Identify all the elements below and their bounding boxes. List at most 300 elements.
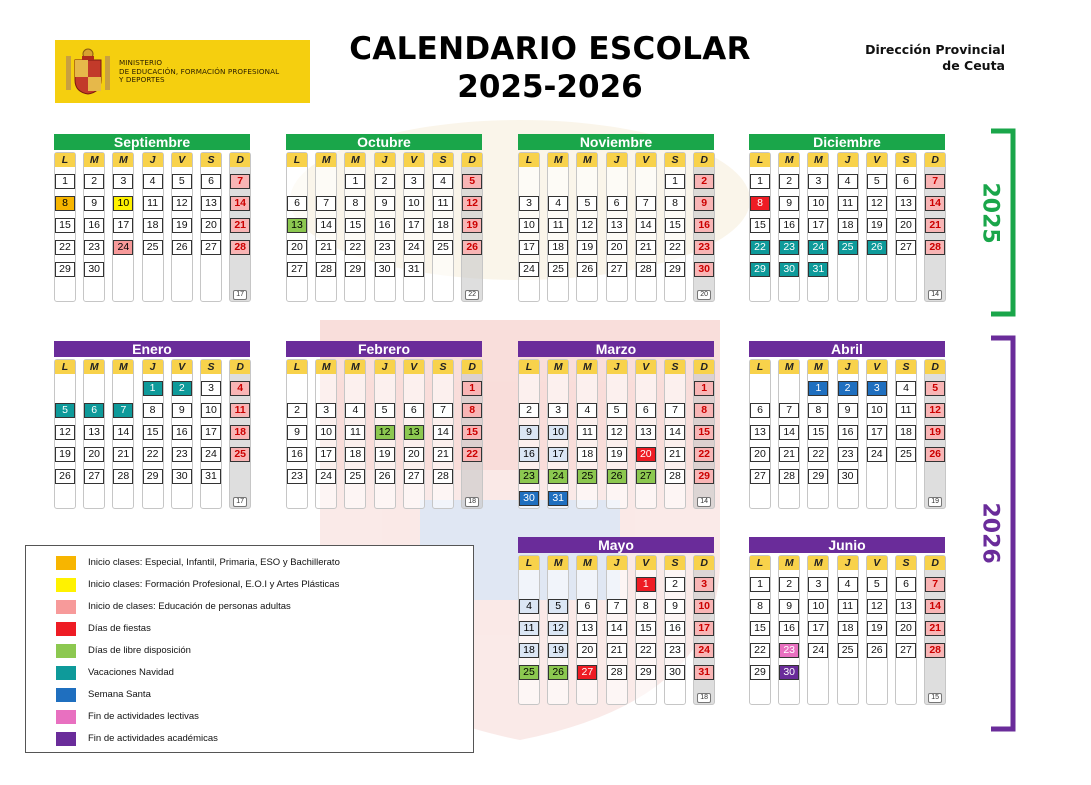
weekday-header: L	[750, 153, 770, 167]
calendar-day: 29	[808, 469, 828, 484]
calendar-day: 1	[808, 381, 828, 396]
lective-days-count: 17	[233, 497, 247, 507]
lective-days-count: 20	[697, 290, 711, 300]
calendar-day: 28	[607, 665, 627, 680]
month-title: Mayo	[518, 537, 714, 553]
weekday-header: D	[694, 153, 714, 167]
calendar-day: 26	[607, 469, 627, 484]
calendar-day: 2	[375, 174, 395, 189]
calendar-day: 29	[345, 262, 365, 277]
calendar-day: 18	[433, 218, 453, 233]
legend-swatch	[56, 666, 76, 680]
legend-label: Semana Santa	[88, 689, 151, 700]
calendar-day: 26	[462, 240, 482, 255]
calendar-day: 6	[84, 403, 104, 418]
calendar-day: 7	[925, 174, 945, 189]
calendar-day: 25	[433, 240, 453, 255]
calendar-day: 6	[404, 403, 424, 418]
calendar-day: 4	[519, 599, 539, 614]
month-days-grid	[518, 152, 714, 302]
weekday-header: V	[867, 360, 887, 374]
calendar-day: 26	[867, 643, 887, 658]
weekday-header: M	[808, 153, 828, 167]
calendar-day: 9	[84, 196, 104, 211]
calendar-day: 21	[779, 447, 799, 462]
calendar-day: 9	[779, 196, 799, 211]
calendar-day: 9	[665, 599, 685, 614]
weekday-header: J	[607, 360, 627, 374]
calendar-day: 23	[779, 240, 799, 255]
page-title	[330, 30, 770, 106]
calendar-day: 12	[867, 196, 887, 211]
calendar-day: 30	[172, 469, 192, 484]
calendar-day: 25	[896, 447, 916, 462]
legend	[25, 545, 474, 753]
month-title: Enero	[54, 341, 250, 357]
weekday-header: J	[375, 153, 395, 167]
calendar-day: 22	[750, 643, 770, 658]
calendar-day: 11	[230, 403, 250, 418]
weekday-header: S	[433, 360, 453, 374]
calendar-day: 26	[577, 262, 597, 277]
calendar-day: 22	[694, 447, 714, 462]
weekday-header: D	[925, 153, 945, 167]
calendar-day: 13	[896, 196, 916, 211]
calendar-day: 7	[607, 599, 627, 614]
weekday-header: D	[925, 556, 945, 570]
calendar-day: 5	[172, 174, 192, 189]
calendar-day: 16	[84, 218, 104, 233]
weekday-header: D	[462, 153, 482, 167]
weekday-header: L	[750, 360, 770, 374]
calendar-day: 9	[172, 403, 192, 418]
weekday-header: M	[548, 153, 568, 167]
calendar-day: 14	[433, 425, 453, 440]
month-title: Diciembre	[749, 134, 945, 150]
calendar-day: 15	[636, 621, 656, 636]
weekday-header: V	[636, 153, 656, 167]
calendar-day: 1	[750, 174, 770, 189]
weekday-header: D	[230, 360, 250, 374]
weekday-header: M	[808, 360, 828, 374]
calendar-day: 3	[113, 174, 133, 189]
calendar-day: 16	[519, 447, 539, 462]
calendar-day: 4	[577, 403, 597, 418]
month-mayo	[518, 537, 714, 705]
calendar-day: 7	[433, 403, 453, 418]
calendar-day: 5	[577, 196, 597, 211]
legend-swatch	[56, 600, 76, 614]
calendar-day: 18	[143, 218, 163, 233]
calendar-day: 16	[694, 218, 714, 233]
calendar-day: 22	[462, 447, 482, 462]
calendar-day: 2	[838, 381, 858, 396]
calendar-day: 11	[433, 196, 453, 211]
weekday-header: S	[665, 153, 685, 167]
weekday-header: D	[694, 360, 714, 374]
calendar-day: 19	[462, 218, 482, 233]
calendar-day: 16	[838, 425, 858, 440]
calendar-day: 20	[287, 240, 307, 255]
calendar-day: 23	[84, 240, 104, 255]
calendar-day: 24	[404, 240, 424, 255]
calendar-day: 14	[636, 218, 656, 233]
month-days-grid	[54, 152, 250, 302]
calendar-day: 30	[84, 262, 104, 277]
month-title: Marzo	[518, 341, 714, 357]
calendar-day: 3	[548, 403, 568, 418]
calendar-day: 1	[636, 577, 656, 592]
calendar-day: 13	[84, 425, 104, 440]
calendar-day: 5	[867, 577, 887, 592]
calendar-day: 13	[201, 196, 221, 211]
calendar-day: 10	[867, 403, 887, 418]
month-days-grid	[749, 359, 945, 509]
calendar-day: 20	[84, 447, 104, 462]
calendar-day: 2	[519, 403, 539, 418]
calendar-day: 18	[896, 425, 916, 440]
calendar-day: 22	[636, 643, 656, 658]
weekday-header: V	[867, 556, 887, 570]
calendar-day: 8	[143, 403, 163, 418]
calendar-day: 10	[548, 425, 568, 440]
calendar-day: 25	[519, 665, 539, 680]
calendar-day: 30	[665, 665, 685, 680]
month-febrero	[286, 341, 482, 509]
calendar-day: 24	[201, 447, 221, 462]
calendar-day: 4	[838, 174, 858, 189]
calendar-day: 30	[519, 491, 539, 506]
calendar-day: 16	[665, 621, 685, 636]
legend-swatch	[56, 578, 76, 592]
calendar-day: 27	[201, 240, 221, 255]
weekday-header: L	[750, 556, 770, 570]
legend-label: Inicio clases: Especial, Infantil, Primaria, ESO y Bachillerato	[88, 557, 340, 568]
lective-days-count: 14	[928, 290, 942, 300]
calendar-day: 2	[779, 577, 799, 592]
weekday-header: D	[462, 360, 482, 374]
title-line-1: CALENDARIO ESCOLAR	[349, 31, 751, 67]
calendar-day: 8	[694, 403, 714, 418]
calendar-day: 5	[55, 403, 75, 418]
calendar-day: 16	[172, 425, 192, 440]
calendar-day: 15	[808, 425, 828, 440]
weekday-header: V	[404, 153, 424, 167]
legend-swatch	[56, 644, 76, 658]
calendar-day: 17	[519, 240, 539, 255]
calendar-day: 14	[607, 621, 627, 636]
weekday-header: V	[404, 360, 424, 374]
calendar-day: 13	[896, 599, 916, 614]
calendar-day: 13	[636, 425, 656, 440]
calendar-day: 8	[750, 196, 770, 211]
calendar-day: 14	[316, 218, 336, 233]
calendar-day: 7	[925, 577, 945, 592]
legend-swatch	[56, 732, 76, 746]
weekday-header: V	[636, 556, 656, 570]
calendar-day: 9	[694, 196, 714, 211]
month-days-grid	[518, 359, 714, 509]
calendar-day: 27	[404, 469, 424, 484]
calendar-day: 1	[55, 174, 75, 189]
calendar-day: 22	[55, 240, 75, 255]
calendar-day: 26	[867, 240, 887, 255]
weekday-header: M	[113, 360, 133, 374]
calendar-day: 13	[404, 425, 424, 440]
calendar-day: 24	[808, 240, 828, 255]
weekday-header: J	[838, 360, 858, 374]
calendar-day: 1	[694, 381, 714, 396]
calendar-day: 20	[750, 447, 770, 462]
calendar-day: 28	[925, 240, 945, 255]
calendar-day: 9	[375, 196, 395, 211]
calendar-day: 15	[750, 218, 770, 233]
calendar-day: 10	[694, 599, 714, 614]
calendar-day: 15	[55, 218, 75, 233]
calendar-day: 5	[607, 403, 627, 418]
legend-swatch	[56, 622, 76, 636]
weekday-header: V	[172, 153, 192, 167]
ministry-logo	[55, 40, 310, 103]
calendar-day: 17	[404, 218, 424, 233]
calendar-day: 17	[113, 218, 133, 233]
calendar-day: 8	[345, 196, 365, 211]
weekday-header: M	[577, 153, 597, 167]
month-days-grid	[749, 152, 945, 302]
calendar-day: 21	[607, 643, 627, 658]
calendar-day: 18	[519, 643, 539, 658]
calendar-day: 7	[230, 174, 250, 189]
weekday-header: V	[172, 360, 192, 374]
calendar-day: 22	[345, 240, 365, 255]
calendar-day: 27	[636, 469, 656, 484]
weekday-header: S	[433, 153, 453, 167]
calendar-day: 24	[113, 240, 133, 255]
title-line-2: 2025-2026	[457, 69, 643, 105]
calendar-day: 25	[143, 240, 163, 255]
calendar-day: 25	[230, 447, 250, 462]
calendar-day: 23	[287, 469, 307, 484]
calendar-day: 5	[925, 381, 945, 396]
calendar-day: 7	[113, 403, 133, 418]
calendar-day: 31	[694, 665, 714, 680]
weekday-header: L	[519, 360, 539, 374]
calendar-day: 9	[519, 425, 539, 440]
calendar-day: 27	[577, 665, 597, 680]
weekday-header: D	[694, 556, 714, 570]
calendar-day: 22	[665, 240, 685, 255]
calendar-day: 26	[548, 665, 568, 680]
calendar-day: 13	[287, 218, 307, 233]
calendar-day: 4	[143, 174, 163, 189]
calendar-day: 20	[607, 240, 627, 255]
calendar-day: 2	[665, 577, 685, 592]
calendar-day: 10	[201, 403, 221, 418]
calendar-day: 1	[462, 381, 482, 396]
calendar-day: 23	[172, 447, 192, 462]
month-title: Octubre	[286, 134, 482, 150]
weekday-header: J	[607, 556, 627, 570]
calendar-day: 15	[665, 218, 685, 233]
calendar-day: 31	[404, 262, 424, 277]
calendar-day: 30	[375, 262, 395, 277]
weekday-header: S	[896, 153, 916, 167]
calendar-day: 15	[462, 425, 482, 440]
month-days-grid	[286, 359, 482, 509]
calendar-day: 19	[867, 218, 887, 233]
calendar-day: 19	[375, 447, 395, 462]
calendar-day: 26	[172, 240, 192, 255]
calendar-day: 28	[113, 469, 133, 484]
month-days-grid	[518, 555, 714, 705]
calendar-day: 24	[867, 447, 887, 462]
calendar-day: 6	[896, 174, 916, 189]
calendar-day: 7	[779, 403, 799, 418]
month-abril	[749, 341, 945, 509]
calendar-day: 7	[665, 403, 685, 418]
calendar-day: 25	[838, 643, 858, 658]
calendar-day: 12	[55, 425, 75, 440]
legend-label: Fin de actividades lectivas	[88, 711, 199, 722]
calendar-day: 12	[925, 403, 945, 418]
ministry-line-3: Y DEPORTES	[119, 75, 165, 84]
weekday-header: J	[607, 153, 627, 167]
weekday-header: L	[519, 153, 539, 167]
calendar-day: 18	[577, 447, 597, 462]
calendar-day: 9	[779, 599, 799, 614]
calendar-day: 29	[750, 665, 770, 680]
month-marzo	[518, 341, 714, 509]
calendar-day: 28	[925, 643, 945, 658]
calendar-day: 16	[375, 218, 395, 233]
calendar-day: 11	[896, 403, 916, 418]
calendar-day: 28	[230, 240, 250, 255]
legend-label: Inicio de clases: Educación de personas adultas	[88, 601, 291, 612]
calendar-day: 20	[404, 447, 424, 462]
calendar-day: 14	[113, 425, 133, 440]
legend-label: Días de libre disposición	[88, 645, 191, 656]
calendar-day: 13	[750, 425, 770, 440]
calendar-day: 23	[665, 643, 685, 658]
weekday-header: S	[665, 360, 685, 374]
calendar-day: 12	[172, 196, 192, 211]
calendar-day: 1	[750, 577, 770, 592]
month-title: Febrero	[286, 341, 482, 357]
legend-label: Días de fiestas	[88, 623, 151, 634]
calendar-day: 28	[636, 262, 656, 277]
calendar-day: 6	[607, 196, 627, 211]
calendar-day: 3	[808, 174, 828, 189]
calendar-day: 14	[925, 599, 945, 614]
calendar-day: 21	[665, 447, 685, 462]
calendar-day: 19	[607, 447, 627, 462]
calendar-day: 11	[838, 599, 858, 614]
calendar-day: 4	[838, 577, 858, 592]
month-title: Septiembre	[54, 134, 250, 150]
calendar-day: 27	[896, 240, 916, 255]
weekday-header: M	[548, 556, 568, 570]
calendar-day: 10	[316, 425, 336, 440]
calendar-day: 5	[867, 174, 887, 189]
calendar-day: 28	[316, 262, 336, 277]
month-title: Junio	[749, 537, 945, 553]
weekday-header: M	[84, 360, 104, 374]
calendar-day: 29	[143, 469, 163, 484]
ministry-line-2: DE EDUCACIÓN, FORMACIÓN PROFESIONAL	[119, 66, 280, 76]
weekday-header: S	[665, 556, 685, 570]
weekday-header: S	[896, 556, 916, 570]
weekday-header: L	[519, 556, 539, 570]
calendar-day: 19	[172, 218, 192, 233]
weekday-header: J	[143, 153, 163, 167]
calendar-day: 24	[808, 643, 828, 658]
calendar-day: 5	[548, 599, 568, 614]
calendar-day: 20	[636, 447, 656, 462]
calendar-day: 30	[779, 262, 799, 277]
calendar-day: 27	[896, 643, 916, 658]
lective-days-count: 18	[697, 693, 711, 703]
weekday-header: M	[84, 153, 104, 167]
calendar-day: 12	[375, 425, 395, 440]
calendar-day: 19	[577, 240, 597, 255]
weekday-header: V	[636, 360, 656, 374]
calendar-day: 11	[548, 218, 568, 233]
month-days-grid	[54, 359, 250, 509]
calendar-day: 12	[462, 196, 482, 211]
calendar-day: 2	[779, 174, 799, 189]
weekday-header: S	[201, 360, 221, 374]
weekday-header: J	[143, 360, 163, 374]
weekday-header: M	[779, 153, 799, 167]
calendar-day: 23	[519, 469, 539, 484]
calendar-day: 5	[375, 403, 395, 418]
calendar-day: 3	[867, 381, 887, 396]
weekday-header: M	[577, 360, 597, 374]
weekday-header: M	[808, 556, 828, 570]
weekday-header: L	[287, 153, 307, 167]
calendar-day: 17	[867, 425, 887, 440]
calendar-day: 28	[665, 469, 685, 484]
weekday-header: V	[867, 153, 887, 167]
year-2025-label: 2025	[977, 182, 1003, 244]
calendar-day: 10	[404, 196, 424, 211]
calendar-day: 29	[750, 262, 770, 277]
weekday-header: S	[896, 360, 916, 374]
calendar-day: 3	[316, 403, 336, 418]
calendar-day: 26	[55, 469, 75, 484]
month-days-grid	[286, 152, 482, 302]
calendar-day: 23	[694, 240, 714, 255]
calendar-day: 11	[519, 621, 539, 636]
calendar-day: 5	[462, 174, 482, 189]
month-septiembre	[54, 134, 250, 302]
calendar-day: 3	[808, 577, 828, 592]
calendar-day: 21	[433, 447, 453, 462]
calendar-day: 7	[316, 196, 336, 211]
calendar-day: 2	[694, 174, 714, 189]
weekday-header: L	[55, 153, 75, 167]
ministry-name	[119, 59, 279, 85]
calendar-day: 19	[925, 425, 945, 440]
legend-swatch	[56, 556, 76, 570]
calendar-day: 22	[808, 447, 828, 462]
month-diciembre	[749, 134, 945, 302]
calendar-day: 22	[750, 240, 770, 255]
calendar-day: 11	[143, 196, 163, 211]
calendar-day: 29	[694, 469, 714, 484]
calendar-day: 6	[896, 577, 916, 592]
lective-days-count: 15	[928, 693, 942, 703]
